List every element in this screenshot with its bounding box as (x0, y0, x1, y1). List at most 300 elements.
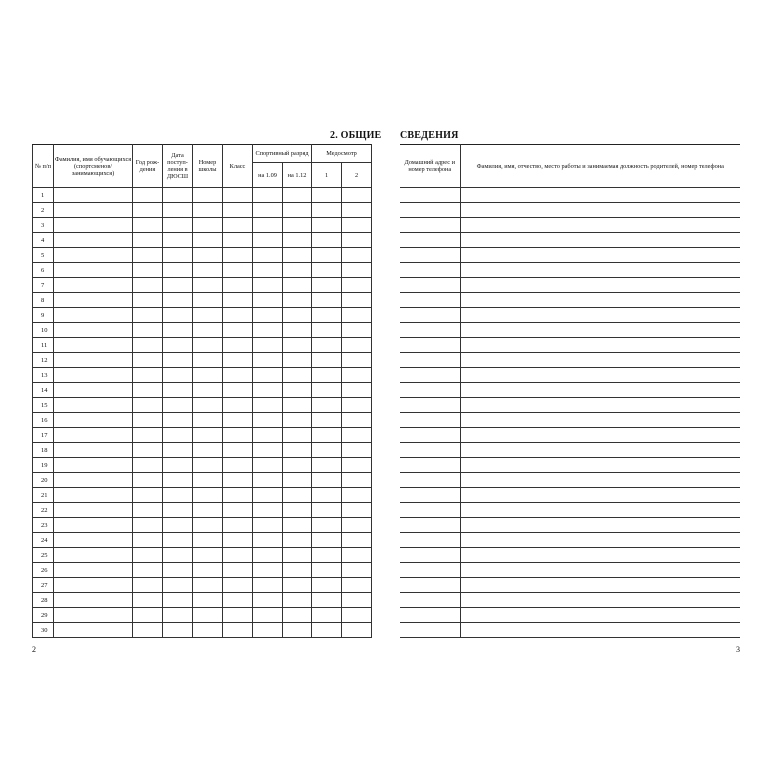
table-cell (312, 443, 342, 458)
table-cell (253, 323, 283, 338)
page-number-left: 2 (32, 645, 36, 654)
table-cell (133, 308, 163, 323)
table-cell (223, 443, 253, 458)
table-cell (193, 578, 223, 593)
table-cell (342, 593, 372, 608)
table-cell (133, 203, 163, 218)
table-cell (193, 458, 223, 473)
table-cell (133, 233, 163, 248)
table-row (33, 443, 372, 458)
table-cell (253, 293, 283, 308)
table-cell (163, 383, 193, 398)
table-row (400, 233, 740, 248)
row-number: 5 (33, 248, 54, 263)
table-row (400, 188, 740, 203)
table-row (400, 218, 740, 233)
row-number: 3 (33, 218, 54, 233)
address-cell (400, 563, 460, 578)
table-cell (312, 518, 342, 533)
table-cell (54, 623, 133, 638)
table-cell (54, 308, 133, 323)
table-cell (54, 263, 133, 278)
row-number: 24 (33, 533, 54, 548)
row-number: 15 (33, 398, 54, 413)
table-cell (312, 353, 342, 368)
table-cell (133, 623, 163, 638)
table-cell (163, 563, 193, 578)
table-cell (253, 518, 283, 533)
table-cell (253, 188, 283, 203)
table-row (33, 248, 372, 263)
table-cell (283, 413, 312, 428)
table-cell (163, 278, 193, 293)
table-cell (342, 338, 372, 353)
address-cell (400, 233, 460, 248)
table-cell (133, 368, 163, 383)
table-cell (193, 218, 223, 233)
table-cell (223, 608, 253, 623)
table-cell (342, 188, 372, 203)
row-number: 14 (33, 383, 54, 398)
table-cell (133, 413, 163, 428)
table-cell (54, 353, 133, 368)
table-cell (342, 473, 372, 488)
table-cell (54, 413, 133, 428)
table-cell (312, 428, 342, 443)
table-cell (253, 383, 283, 398)
row-number: 13 (33, 368, 54, 383)
table-cell (312, 233, 342, 248)
table-cell (283, 203, 312, 218)
table-cell (54, 473, 133, 488)
table-cell (54, 563, 133, 578)
table-cell (312, 593, 342, 608)
table-cell (54, 428, 133, 443)
table-cell (283, 278, 312, 293)
row-number: 20 (33, 473, 54, 488)
table-cell (283, 368, 312, 383)
header-class: Класс (223, 145, 253, 188)
address-cell (400, 608, 460, 623)
table-cell (193, 233, 223, 248)
table-cell (253, 308, 283, 323)
row-number: 18 (33, 443, 54, 458)
header-birth-year: Год рож- дения (133, 145, 163, 188)
table-cell (312, 533, 342, 548)
row-number: 30 (33, 623, 54, 638)
table-cell (312, 413, 342, 428)
table-cell (253, 473, 283, 488)
table-cell (54, 248, 133, 263)
address-cell (400, 188, 460, 203)
address-cell (400, 203, 460, 218)
header-num: № п/п (33, 145, 54, 188)
table-cell (312, 263, 342, 278)
table-cell (312, 218, 342, 233)
table-cell (223, 308, 253, 323)
table-cell (193, 263, 223, 278)
parents-cell (460, 458, 740, 473)
table-cell (312, 458, 342, 473)
address-cell (400, 293, 460, 308)
table-cell (223, 323, 253, 338)
header-parents: Фамилия, имя, отчество, место работы и занимаемая должность родителей, номер телефона (460, 145, 740, 188)
table-cell (253, 578, 283, 593)
table-row (33, 278, 372, 293)
parents-cell (460, 353, 740, 368)
address-cell (400, 278, 460, 293)
table-cell (342, 368, 372, 383)
table-cell (193, 383, 223, 398)
table-row (33, 218, 372, 233)
table-cell (163, 593, 193, 608)
table-cell (163, 203, 193, 218)
table-cell (163, 623, 193, 638)
table-cell (223, 503, 253, 518)
table-cell (342, 263, 372, 278)
table-cell (54, 488, 133, 503)
table-cell (342, 293, 372, 308)
address-cell (400, 428, 460, 443)
parents-cell (460, 383, 740, 398)
table-cell (193, 533, 223, 548)
table-cell (312, 278, 342, 293)
table-cell (54, 293, 133, 308)
table-cell (283, 398, 312, 413)
table-row (33, 503, 372, 518)
table-cell (312, 503, 342, 518)
table-cell (54, 593, 133, 608)
parents-cell (460, 308, 740, 323)
table-cell (133, 383, 163, 398)
table-cell (283, 293, 312, 308)
table-row (33, 323, 372, 338)
table-row (33, 383, 372, 398)
parents-cell (460, 443, 740, 458)
table-row (33, 488, 372, 503)
address-cell (400, 623, 460, 638)
table-row (400, 413, 740, 428)
row-number: 19 (33, 458, 54, 473)
table-row (33, 473, 372, 488)
table-cell (223, 413, 253, 428)
table-row (400, 263, 740, 278)
table-cell (312, 398, 342, 413)
table-cell (133, 488, 163, 503)
table-cell (253, 548, 283, 563)
page-number-right: 3 (736, 645, 740, 654)
table-cell (223, 368, 253, 383)
address-cell (400, 548, 460, 563)
table-cell (54, 218, 133, 233)
header-school-no: Номер школы (193, 145, 223, 188)
table-cell (283, 248, 312, 263)
row-number: 17 (33, 428, 54, 443)
table-cell (312, 293, 342, 308)
table-cell (312, 488, 342, 503)
table-cell (193, 188, 223, 203)
parents-table (400, 144, 740, 638)
table-cell (133, 218, 163, 233)
table-cell (253, 203, 283, 218)
parents-cell (460, 593, 740, 608)
table-cell (163, 263, 193, 278)
table-row (33, 353, 372, 368)
table-cell (54, 548, 133, 563)
address-cell (400, 383, 460, 398)
address-cell (400, 503, 460, 518)
table-cell (193, 323, 223, 338)
table-cell (283, 473, 312, 488)
row-number: 1 (33, 188, 54, 203)
table-cell (133, 593, 163, 608)
table-cell (54, 233, 133, 248)
table-cell (342, 383, 372, 398)
table-cell (312, 563, 342, 578)
table-cell (342, 323, 372, 338)
table-row (33, 413, 372, 428)
table-cell (223, 593, 253, 608)
row-number: 27 (33, 578, 54, 593)
parents-cell (460, 623, 740, 638)
table-row (33, 293, 372, 308)
address-cell (400, 518, 460, 533)
table-cell (223, 473, 253, 488)
table-cell (54, 458, 133, 473)
table-row (400, 353, 740, 368)
table-cell (163, 488, 193, 503)
table-cell (54, 203, 133, 218)
row-number: 9 (33, 308, 54, 323)
table-cell (133, 323, 163, 338)
table-cell (312, 188, 342, 203)
table-cell (193, 278, 223, 293)
table-cell (133, 608, 163, 623)
table-cell (163, 443, 193, 458)
table-cell (133, 338, 163, 353)
table-row (33, 203, 372, 218)
row-number: 6 (33, 263, 54, 278)
table-cell (283, 488, 312, 503)
table-cell (312, 578, 342, 593)
parents-cell (460, 413, 740, 428)
table-row (33, 608, 372, 623)
table-cell (283, 578, 312, 593)
table-row (400, 563, 740, 578)
table-cell (163, 188, 193, 203)
table-cell (223, 428, 253, 443)
table-cell (54, 188, 133, 203)
table-row (33, 578, 372, 593)
table-cell (223, 398, 253, 413)
parents-cell (460, 203, 740, 218)
table-cell (163, 233, 193, 248)
table-cell (193, 473, 223, 488)
row-number: 23 (33, 518, 54, 533)
table-row (400, 623, 740, 638)
row-number: 16 (33, 413, 54, 428)
table-cell (342, 203, 372, 218)
table-cell (193, 608, 223, 623)
table-cell (283, 533, 312, 548)
table-cell (193, 428, 223, 443)
address-cell (400, 593, 460, 608)
table-cell (133, 578, 163, 593)
table-cell (283, 353, 312, 368)
table-cell (312, 548, 342, 563)
table-row (33, 548, 372, 563)
table-cell (54, 323, 133, 338)
table-cell (54, 383, 133, 398)
table-cell (193, 308, 223, 323)
table-cell (133, 548, 163, 563)
table-cell (54, 443, 133, 458)
table-cell (193, 488, 223, 503)
table-row (33, 368, 372, 383)
table-row (33, 593, 372, 608)
table-cell (163, 503, 193, 518)
table-cell (312, 338, 342, 353)
table-cell (54, 578, 133, 593)
table-cell (253, 533, 283, 548)
table-cell (223, 233, 253, 248)
address-cell (400, 458, 460, 473)
parents-cell (460, 578, 740, 593)
table-row (400, 533, 740, 548)
table-cell (133, 293, 163, 308)
table-cell (163, 533, 193, 548)
table-row (400, 383, 740, 398)
table-cell (133, 518, 163, 533)
parents-cell (460, 293, 740, 308)
table-cell (342, 608, 372, 623)
table-cell (163, 353, 193, 368)
table-cell (253, 353, 283, 368)
table-cell (283, 443, 312, 458)
table-cell (223, 278, 253, 293)
table-row (400, 503, 740, 518)
table-row (400, 458, 740, 473)
address-cell (400, 263, 460, 278)
table-cell (312, 203, 342, 218)
table-cell (283, 263, 312, 278)
table-cell (342, 353, 372, 368)
row-number: 4 (33, 233, 54, 248)
table-cell (342, 233, 372, 248)
table-row (400, 368, 740, 383)
table-cell (163, 308, 193, 323)
table-row (400, 428, 740, 443)
table-cell (54, 503, 133, 518)
address-cell (400, 533, 460, 548)
table-cell (163, 608, 193, 623)
table-cell (193, 518, 223, 533)
table-cell (133, 248, 163, 263)
table-cell (223, 578, 253, 593)
table-cell (342, 458, 372, 473)
table-cell (193, 293, 223, 308)
table-cell (253, 263, 283, 278)
table-row (33, 518, 372, 533)
parents-cell (460, 323, 740, 338)
table-row (33, 233, 372, 248)
table-cell (223, 188, 253, 203)
table-cell (283, 233, 312, 248)
table-cell (283, 218, 312, 233)
header-rank-sep: на 1.09 (253, 163, 283, 188)
table-cell (223, 263, 253, 278)
table-cell (253, 398, 283, 413)
table-cell (193, 548, 223, 563)
table-cell (193, 413, 223, 428)
table-cell (312, 248, 342, 263)
table-cell (342, 308, 372, 323)
table-cell (223, 338, 253, 353)
table-cell (163, 293, 193, 308)
address-cell (400, 488, 460, 503)
table-cell (342, 443, 372, 458)
table-cell (223, 353, 253, 368)
parents-cell (460, 338, 740, 353)
table-cell (283, 428, 312, 443)
row-number: 10 (33, 323, 54, 338)
row-number: 12 (33, 353, 54, 368)
table-row (400, 548, 740, 563)
table-cell (133, 398, 163, 413)
table-cell (163, 428, 193, 443)
table-cell (163, 368, 193, 383)
address-cell (400, 353, 460, 368)
address-cell (400, 413, 460, 428)
header-med-2: 2 (342, 163, 372, 188)
table-cell (193, 443, 223, 458)
table-cell (223, 383, 253, 398)
table-cell (312, 623, 342, 638)
table-cell (283, 563, 312, 578)
table-row (400, 278, 740, 293)
table-cell (283, 188, 312, 203)
table-cell (312, 473, 342, 488)
table-cell (253, 218, 283, 233)
table-row (400, 398, 740, 413)
table-cell (223, 563, 253, 578)
parents-cell (460, 233, 740, 248)
table-cell (163, 398, 193, 413)
table-cell (223, 623, 253, 638)
table-cell (193, 398, 223, 413)
table-cell (193, 203, 223, 218)
table-cell (342, 578, 372, 593)
table-cell (342, 278, 372, 293)
table-cell (223, 548, 253, 563)
address-cell (400, 443, 460, 458)
parents-cell (460, 428, 740, 443)
table-cell (312, 323, 342, 338)
table-row (33, 308, 372, 323)
table-cell (163, 578, 193, 593)
address-cell (400, 368, 460, 383)
parents-cell (460, 488, 740, 503)
parents-cell (460, 608, 740, 623)
table-cell (133, 263, 163, 278)
table-row (33, 188, 372, 203)
parents-cell (460, 518, 740, 533)
table-row (33, 623, 372, 638)
parents-cell (460, 278, 740, 293)
table-cell (163, 248, 193, 263)
table-cell (163, 518, 193, 533)
table-row (33, 338, 372, 353)
